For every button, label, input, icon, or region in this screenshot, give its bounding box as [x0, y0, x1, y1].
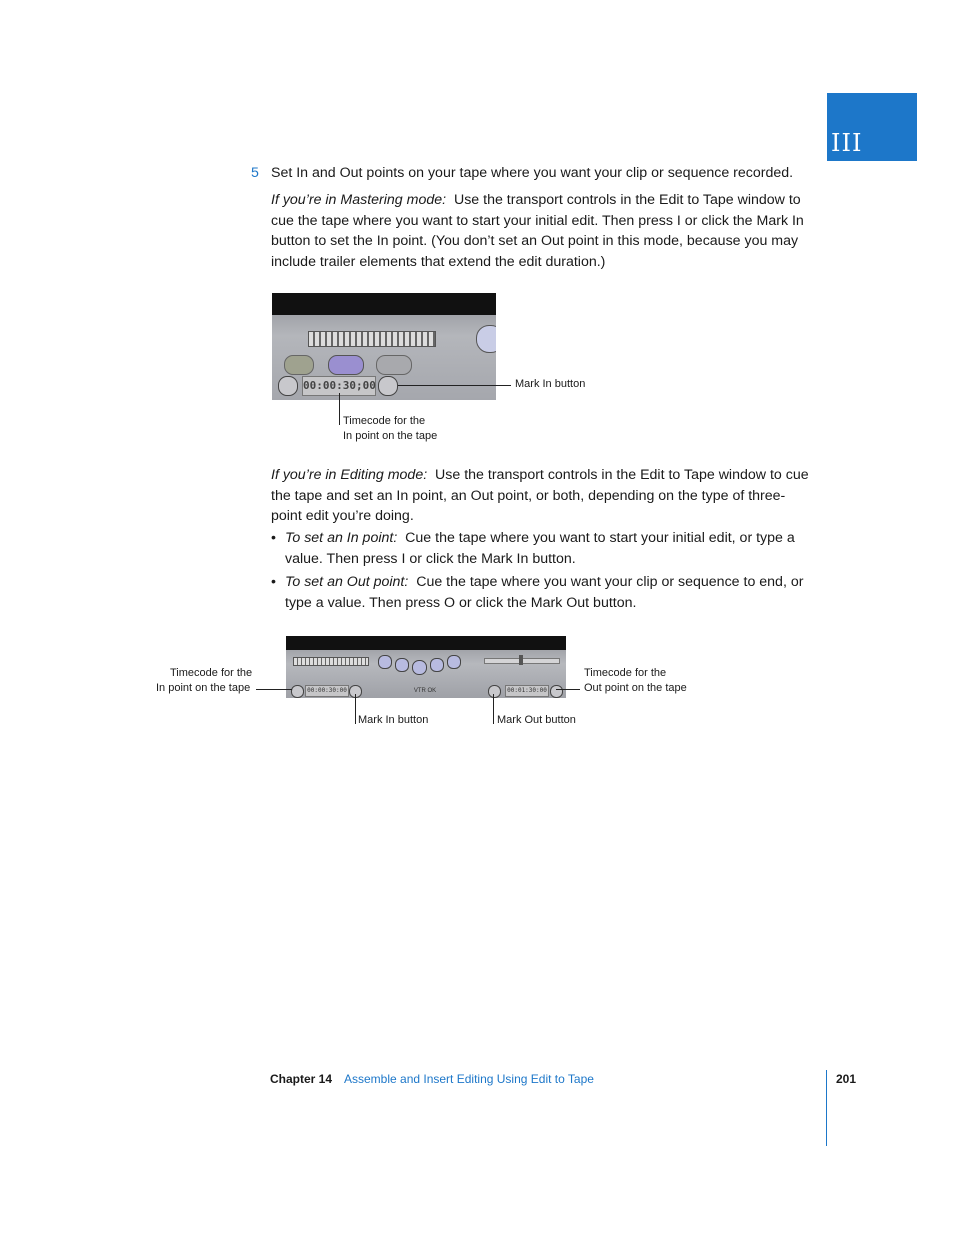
- mastering-line-2: cue the tape where you want to start your initial edit. Then press I or click the Mark In: [271, 212, 804, 229]
- previous-edit-icon: [395, 658, 409, 672]
- callout-mark-in-2: Mark In button: [358, 714, 429, 726]
- section-tab: [827, 93, 917, 161]
- in-timecode-field: 00:00:30:00: [305, 685, 349, 697]
- go-to-out-icon: [550, 685, 563, 698]
- timecode-leader-line: [339, 393, 340, 425]
- mastering-line-1: [271, 190, 804, 211]
- editing-paragraph: [271, 465, 809, 527]
- callout-out-timecode-line-1: Timecode for the: [584, 667, 667, 679]
- play-icon: [430, 658, 444, 672]
- mark-in-leader-line: [355, 694, 356, 724]
- bullet-out-lead: To set an Out point:: [285, 574, 409, 590]
- fig1-jog-bar: [308, 331, 436, 347]
- bullet-out-line-1: [285, 572, 803, 593]
- editing-line-2: the tape and set an In point, an Out point, or both, depending on the type of three-: [271, 487, 786, 504]
- bullet-in-line-2: value. Then press I or click the Mark In button.: [285, 550, 576, 567]
- in-timecode-leader-line: [256, 689, 292, 690]
- go-to-in-icon: [291, 685, 304, 698]
- mastering-line-1-text: Use the transport controls in the Edit to Tape window to: [453, 192, 801, 208]
- callout-mark-out: Mark Out button: [497, 714, 576, 726]
- bullet-in-lead: To set an In point:: [285, 530, 398, 546]
- fast-forward-icon: [447, 655, 461, 669]
- go-to-in-icon: [278, 376, 298, 396]
- in-timecode-field: 00:00:30;00: [302, 376, 376, 396]
- bullet-in-line-1: [285, 528, 795, 549]
- callout-in-timecode-line-1: Timecode for the: [170, 667, 253, 679]
- callout-timecode-line-1: Timecode for the: [343, 415, 426, 427]
- out-timecode-leader-line: [556, 689, 580, 690]
- editing-line-3: point edit you’re doing.: [271, 508, 414, 524]
- bullet-in-point: [271, 528, 795, 569]
- mark-in-leader-line: [398, 385, 511, 386]
- out-timecode-field: 00:01:30:00: [505, 685, 549, 697]
- fig1-top-bar: [272, 293, 496, 315]
- rewind-icon: [378, 655, 392, 669]
- fig2-top-bar: [286, 636, 566, 650]
- callout-in-timecode-line-2: In point on the tape: [156, 682, 251, 694]
- mastering-paragraph: [271, 190, 804, 272]
- vtr-status: VTR OK: [413, 688, 437, 694]
- page-number: 201: [836, 1072, 857, 1086]
- footer-chapter-title: Assemble and Insert Editing Using Edit to Tape: [344, 1072, 594, 1086]
- stop-icon: [412, 660, 427, 675]
- fig2-jog-bar: [293, 657, 369, 666]
- mastering-controls-figure: [272, 293, 496, 400]
- footer-chapter: Chapter 14: [270, 1072, 333, 1086]
- bullet-in-line-1-text: Cue the tape where you want to start your initial edit, or type a: [405, 530, 795, 546]
- callout-mark-in: Mark In button: [515, 378, 586, 390]
- bullet-marker: •: [271, 530, 276, 546]
- editing-line-1: [271, 465, 809, 486]
- mark-out-leader-line: [493, 694, 494, 724]
- editing-line-1-text: Use the transport controls in the Edit to Tape window to cue: [435, 467, 809, 483]
- mode-button-1: [284, 355, 314, 375]
- rewind-icon: [476, 325, 496, 353]
- callout-out-timecode-line-2: Out point on the tape: [584, 682, 687, 694]
- mode-button-2: [328, 355, 364, 375]
- step-number: 5: [251, 165, 259, 181]
- mastering-line-3: button to set the In point. (You don’t set an Out point in this mode, because you may: [271, 233, 799, 249]
- mode-button-3: [376, 355, 412, 375]
- bullet-marker: •: [271, 574, 276, 590]
- mark-out-button-icon: [488, 685, 501, 698]
- step-text: Set In and Out points on your tape where you want your clip or sequence recorded.: [271, 165, 794, 181]
- mastering-line-4: include trailer elements that extend the edit duration.): [271, 253, 606, 270]
- section-tab-label: III: [831, 129, 863, 157]
- bullet-out-line-1-text: Cue the tape where you want your clip or sequence to end, or: [416, 574, 804, 590]
- callout-timecode-line-2: In point on the tape: [343, 430, 438, 442]
- mark-in-button-icon: [378, 376, 398, 396]
- shuttle-thumb: [519, 655, 523, 665]
- editing-lead: If you’re in Editing mode:: [271, 467, 428, 483]
- bullet-out-line-2: type a value. Then press O or click the Mark Out button.: [285, 594, 637, 611]
- bullet-out-point: [271, 572, 804, 613]
- editing-controls-figure: [286, 636, 566, 698]
- mastering-lead: If you’re in Mastering mode:: [271, 192, 447, 208]
- footer-rule: [826, 1070, 827, 1146]
